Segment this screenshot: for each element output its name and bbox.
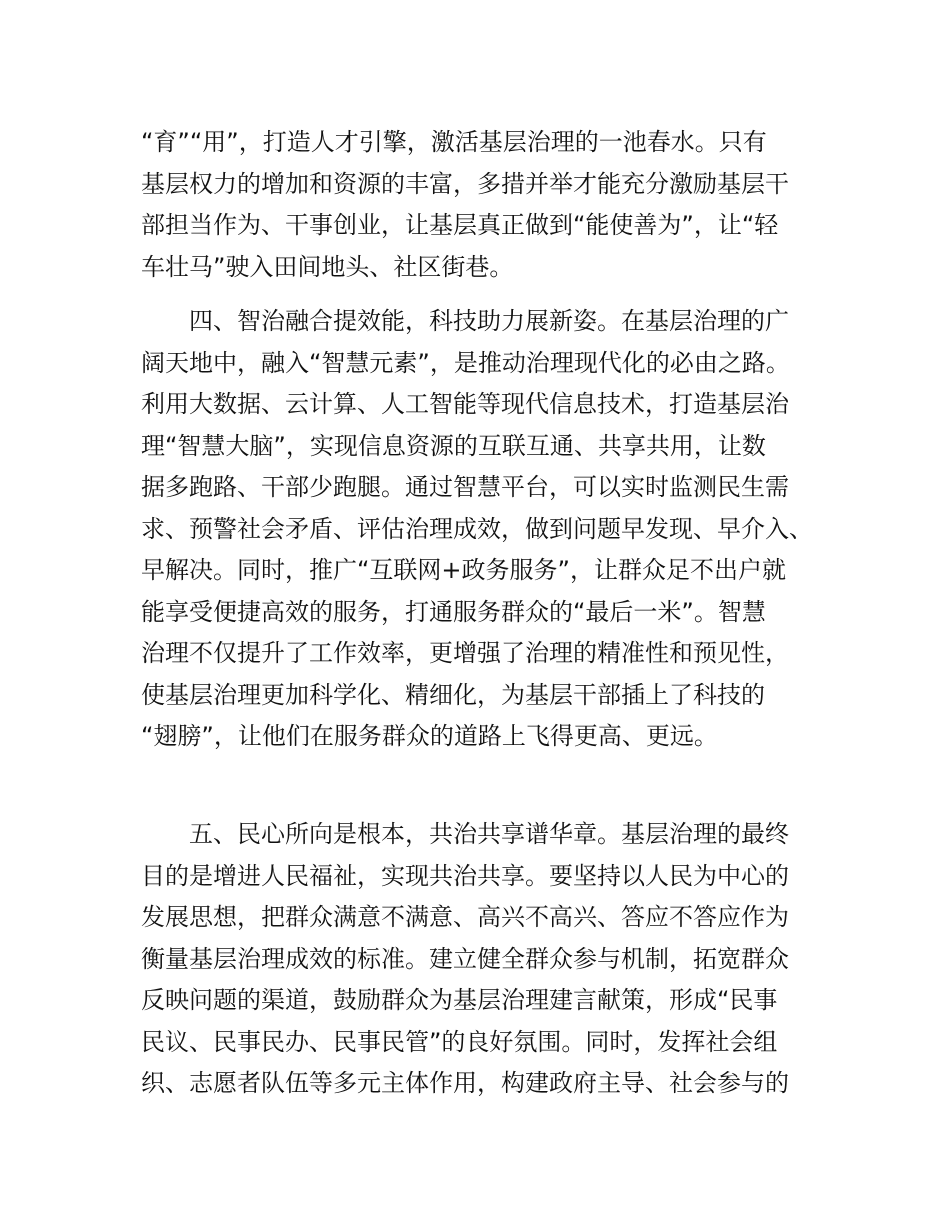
text-line: 使基层治理更加科学化、精细化，为基层干部插上了科技的	[141, 680, 765, 709]
text-line: 反映问题的渠道，鼓励群众为基层治理建言献策，形成“民事	[141, 986, 778, 1014]
text-line: 利用大数据、云计算、人工智能等现代信息技术，打造基层治	[141, 390, 789, 418]
text-line: 民议、民事民办、民事民管”的良好氛围。同时，发挥社会组	[141, 1027, 778, 1056]
text-line: 部担当作为、干事创业，让基层真正做到“能使善为”，让“轻	[141, 211, 779, 239]
text-line: 目的是增进人民福祉，实现共治共享。要坚持以人民为中心的	[141, 861, 789, 890]
text-line: 发展思想，把群众满意不满意、高兴不高兴、答应不答应作为	[141, 903, 789, 931]
text-line: 四、智治融合提效能，科技助力展新姿。在基层治理的广	[141, 307, 789, 335]
text-line: 车壮马”驶入田间地头、社区街巷。	[141, 252, 514, 281]
text-line: 基层权力的增加和资源的丰富，多措并举才能充分激励基层干	[141, 169, 789, 198]
text-line: 阔天地中，融入“智慧元素”，是推动治理现代化的必由之路。	[141, 348, 790, 377]
paragraph-people-centered	[141, 814, 831, 1105]
text-line: 理“智慧大脑”，实现信息资源的互联互通、共享共用，让数	[141, 431, 766, 460]
text-line: 五、民心所向是根本，共治共享谱华章。基层治理的最终	[141, 820, 789, 848]
text-line: 织、志愿者队伍等多元主体作用，构建政府主导、社会参与的	[141, 1069, 789, 1097]
text-line: “翅膀”，让他们在服务群众的道路上飞得更高、更远。	[141, 722, 718, 750]
paragraph-smart-governance	[141, 301, 831, 758]
text-line: 治理不仅提升了工作效率，更增强了治理的精准性和预见性，	[141, 639, 789, 667]
text-line: 能享受便捷高效的服务，打通服务群众的“最后一米”。智慧	[141, 597, 766, 626]
text-line: 早解决。同时，推广“互联网+政务服务”，让群众足不出户就	[141, 556, 786, 584]
text-line: 衡量基层治理成效的标准。建立健全群众参与机制，拓宽群众	[141, 944, 789, 973]
paragraph-talent-engine	[141, 122, 831, 288]
text-line: “育”“用”，打造人才引擎，激活基层治理的一池春水。只有	[141, 128, 767, 156]
text-line: 据多跑路、干部少跑腿。通过智慧平台，可以实时监测民生需	[141, 473, 789, 501]
text-line: 求、预警社会矛盾、评估治理成效，做到问题早发现、早介入、	[141, 514, 813, 543]
